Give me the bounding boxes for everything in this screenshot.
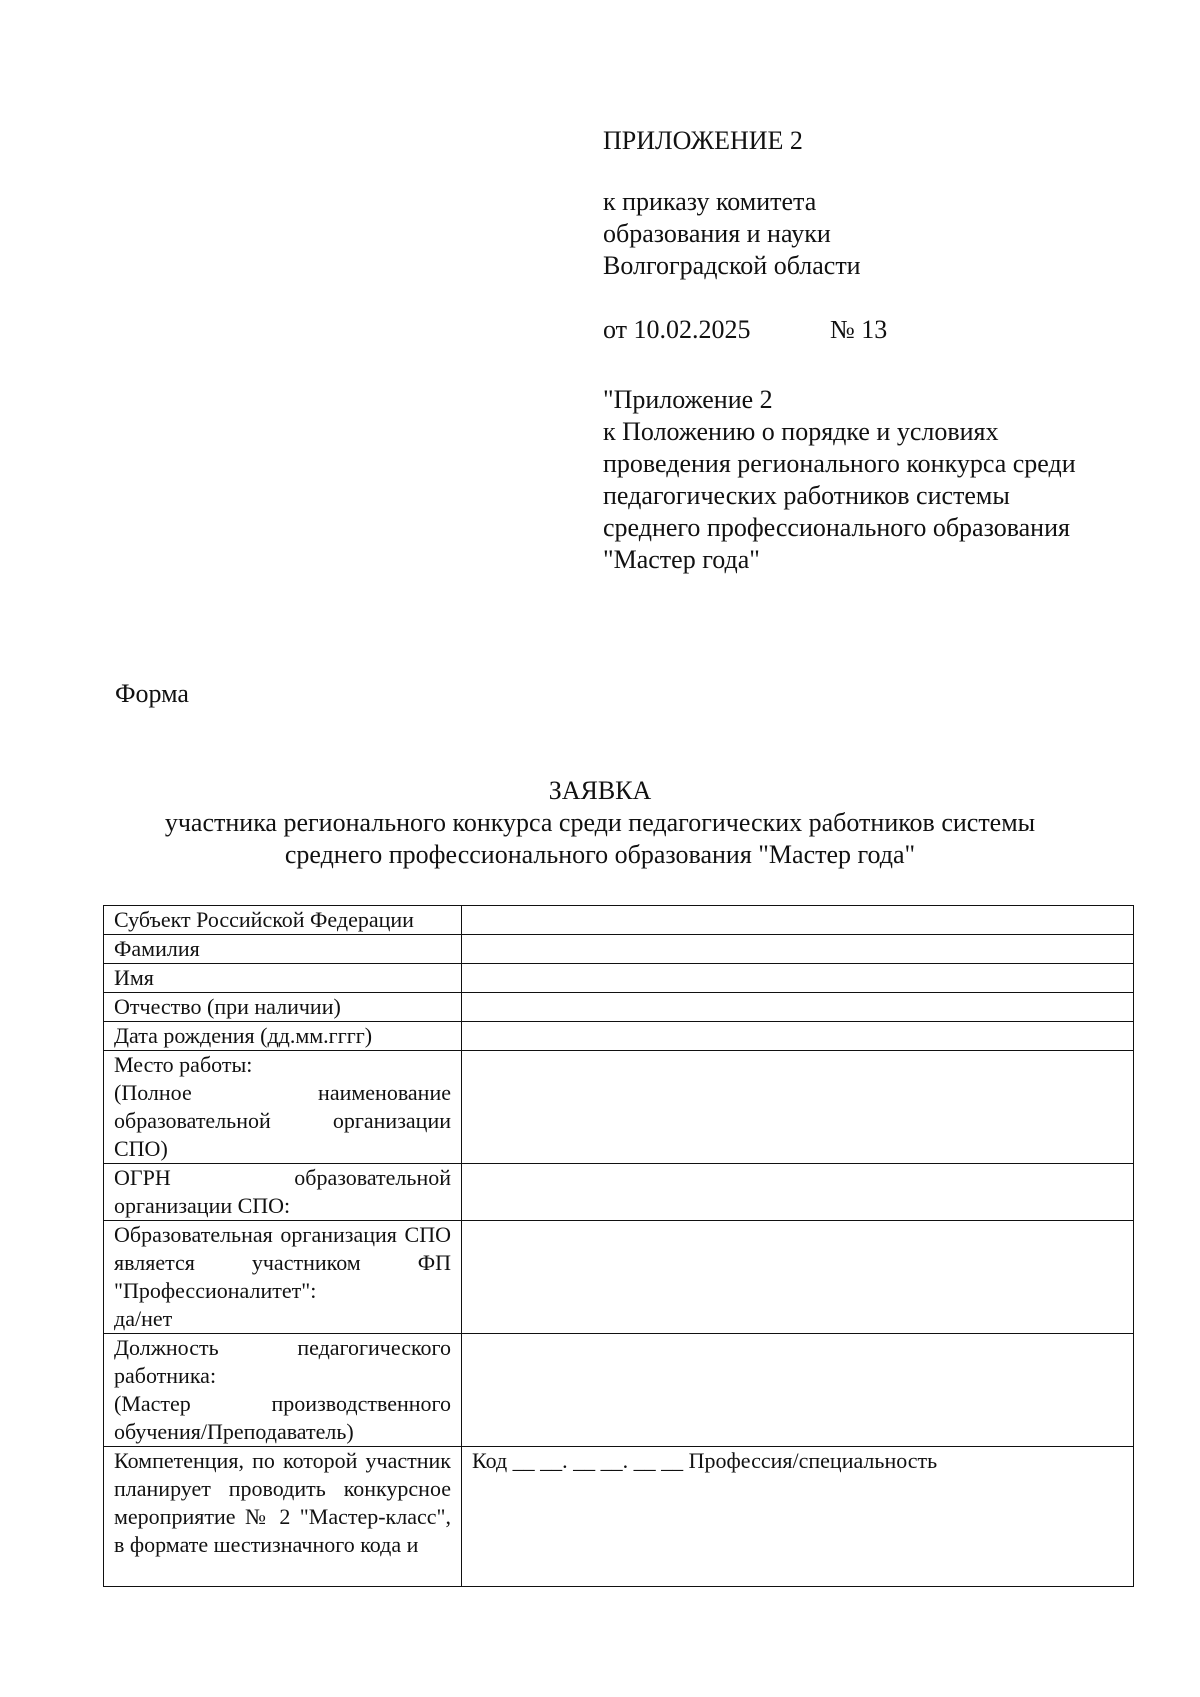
form-label: Форма xyxy=(115,679,189,708)
form-row xyxy=(104,935,1134,964)
form-row-value[interactable] xyxy=(462,906,1134,935)
regulation-line-3: проведения регионального конкурса среди xyxy=(603,449,1076,478)
form-row-label: Место работы: (Полное наименование образовательной организации СПО) xyxy=(104,1051,462,1164)
regulation-line-1: "Приложение 2 xyxy=(603,385,773,414)
form-row-label: ОГРН образовательной организации СПО: xyxy=(104,1164,462,1221)
application-form-table xyxy=(103,905,1134,1587)
form-row-label: Должность педагогического работника: (Мастер производственного обучения/Преподаватель) xyxy=(104,1334,462,1447)
form-row-value[interactable] xyxy=(462,964,1134,993)
regulation-line-2: к Положению о порядке и условиях xyxy=(603,417,999,446)
order-line-2: образования и науки xyxy=(603,219,831,248)
order-date: от 10.02.2025 xyxy=(603,315,751,344)
form-row-label: Дата рождения (дд.мм.гггг) xyxy=(104,1022,462,1051)
form-row xyxy=(104,1051,1134,1164)
form-row-label: Отчество (при наличии) xyxy=(104,993,462,1022)
order-line-1: к приказу комитета xyxy=(603,187,817,216)
form-row xyxy=(104,1334,1134,1447)
order-line-3: Волгоградской области xyxy=(603,251,861,280)
form-row-value[interactable] xyxy=(462,1051,1134,1164)
form-row-label: Компетенция, по которой участник планирует проводить конкурсное мероприятие № 2 "Мастер-класс", в формате шестизначного кода и xyxy=(104,1447,462,1587)
form-row-value[interactable] xyxy=(462,935,1134,964)
form-row xyxy=(104,1164,1134,1221)
form-row-label: Образовательная организация СПО является участником ФП "Профессионалитет": да/нет xyxy=(104,1221,462,1334)
form-row-value[interactable]: Код __ __. __ __. __ __ Профессия/специальность xyxy=(462,1447,1134,1587)
document-title: ЗАЯВКА xyxy=(548,776,652,805)
form-row xyxy=(104,993,1134,1022)
regulation-line-5: среднего профессионального образования xyxy=(603,513,1070,542)
form-row-value[interactable] xyxy=(462,1022,1134,1051)
document-subtitle-line-2: среднего профессионального образования "Мастер года" xyxy=(284,840,916,869)
form-row-value[interactable] xyxy=(462,1164,1134,1221)
form-row-label: Субъект Российской Федерации xyxy=(104,906,462,935)
order-number: № 13 xyxy=(830,315,888,344)
regulation-line-4: педагогических работников системы xyxy=(603,481,1010,510)
document-subtitle-line-1: участника регионального конкурса среди педагогических работников системы xyxy=(164,808,1036,837)
form-row-value[interactable] xyxy=(462,1221,1134,1334)
form-row-value[interactable] xyxy=(462,1334,1134,1447)
form-row-value[interactable] xyxy=(462,993,1134,1022)
appendix-title: ПРИЛОЖЕНИЕ 2 xyxy=(603,126,803,155)
form-row xyxy=(104,1221,1134,1334)
form-row-label: Имя xyxy=(104,964,462,993)
form-row xyxy=(104,1022,1134,1051)
form-row-label: Фамилия xyxy=(104,935,462,964)
form-row xyxy=(104,1447,1134,1587)
form-row xyxy=(104,906,1134,935)
regulation-line-6: "Мастер года" xyxy=(603,545,760,574)
form-row xyxy=(104,964,1134,993)
